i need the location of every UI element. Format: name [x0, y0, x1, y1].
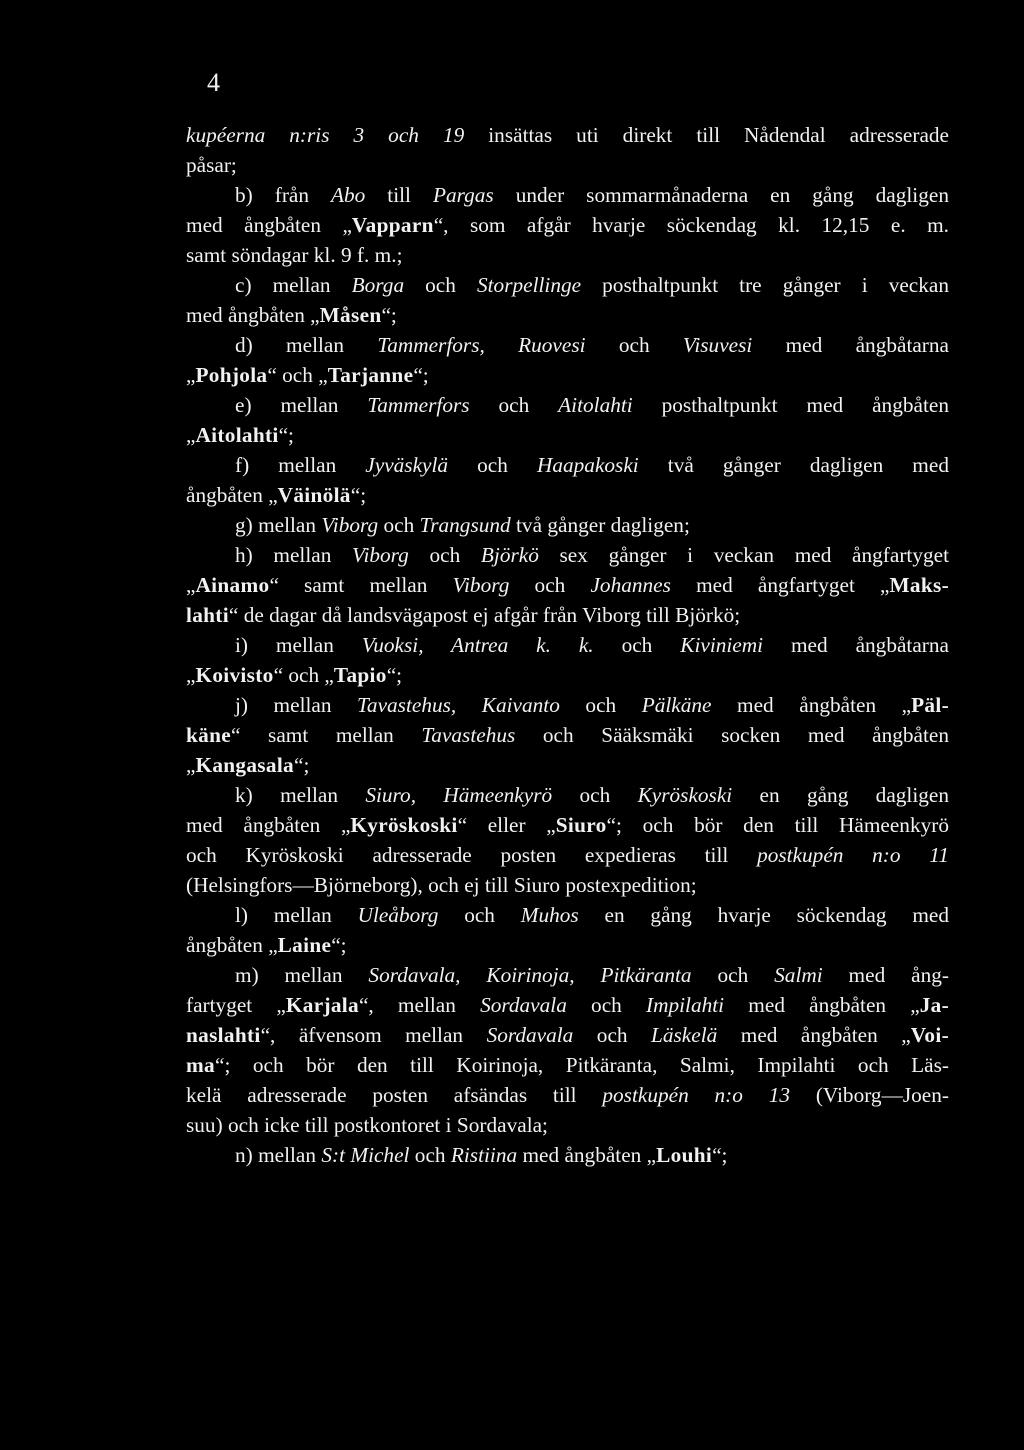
italic-text: Muhos — [520, 903, 579, 927]
vessel-name: Måsen — [319, 303, 382, 327]
italic-text: Visuvesi — [682, 333, 753, 357]
text-segment: “ samt mellan — [269, 573, 453, 597]
italic-text: Kyröskoski — [637, 783, 733, 807]
text-segment: med ångbåten „ — [517, 1143, 657, 1167]
text-segment: och — [559, 693, 642, 717]
text-segment: en gång hvarje söckendag med — [578, 903, 949, 927]
text-line — [186, 300, 949, 330]
text-segment: k) mellan — [235, 783, 366, 807]
italic-text: Johannes — [590, 573, 671, 597]
vessel-name: Siuro — [555, 813, 607, 837]
italic-text: Abo — [331, 183, 366, 207]
text-segment: en gång dagligen — [732, 783, 950, 807]
text-segment: j) mellan — [235, 693, 358, 717]
text-segment: “ och „ — [267, 363, 328, 387]
text-line — [186, 120, 949, 150]
italic-text: Sordavala — [486, 1023, 574, 1047]
body-text — [186, 120, 949, 1170]
text-segment: posthaltpunkt tre gånger i veckan — [581, 273, 949, 297]
text-segment: „ — [186, 753, 196, 777]
text-segment: “ de dagar då landsvägapost ej afgår från Viborg till Björkö; — [228, 603, 741, 627]
text-segment: posthaltpunkt med ångbåten — [632, 393, 949, 417]
italic-text: Siuro, Hämeenkyrö — [365, 783, 553, 807]
vessel-name: Aitolahti — [195, 423, 279, 447]
vessel-name: Voi- — [910, 1023, 949, 1047]
italic-text: Läskelä — [651, 1023, 718, 1047]
page-number: 4 — [207, 68, 220, 97]
text-segment: “; — [386, 663, 403, 687]
text-segment: “; och bör den till Koirinoja, Pitkäranta, Salmi, Impilahti och Läs- — [215, 1053, 949, 1077]
text-line — [186, 210, 949, 240]
text-segment: och — [438, 903, 521, 927]
text-segment: och — [566, 993, 647, 1017]
text-segment: och — [409, 1143, 451, 1167]
text-segment: med ångbåten „ — [724, 993, 920, 1017]
italic-text: Tavastehus — [421, 723, 516, 747]
text-line — [186, 150, 949, 180]
vessel-name: Vapparn — [351, 213, 434, 237]
italic-text: Viborg — [452, 573, 510, 597]
text-segment: och — [469, 393, 559, 417]
vessel-name: Kangasala — [195, 753, 295, 777]
text-segment: suu) och icke till postkontoret i Sordavala; — [186, 1113, 548, 1137]
text-line — [186, 420, 949, 450]
text-line — [186, 870, 949, 900]
italic-text: Ristiina — [450, 1143, 518, 1167]
text-segment: och — [408, 543, 481, 567]
text-line — [186, 510, 949, 540]
italic-text: Uleåborg — [357, 903, 439, 927]
text-segment: „ — [186, 363, 196, 387]
text-segment: l) mellan — [235, 903, 358, 927]
vessel-name: Louhi — [656, 1143, 713, 1167]
text-segment: två gånger dagligen; — [510, 513, 690, 537]
text-line — [186, 750, 949, 780]
text-segment: “, äfvensom mellan — [260, 1023, 487, 1047]
text-segment: och — [593, 633, 681, 657]
text-segment: och — [448, 453, 537, 477]
text-line — [186, 810, 949, 840]
text-segment: under sommarmånaderna en gång dagligen — [493, 183, 949, 207]
italic-text: Salmi — [774, 963, 823, 987]
text-segment: c) mellan — [235, 273, 352, 297]
text-segment: (Viborg—Joen- — [790, 1083, 950, 1107]
text-segment: med ångbåtarna — [763, 633, 949, 657]
text-segment: “; — [278, 423, 294, 447]
text-line — [186, 240, 949, 270]
text-segment: e) mellan — [235, 393, 368, 417]
text-line — [186, 840, 949, 870]
text-line — [186, 720, 949, 750]
text-segment: och — [573, 1023, 652, 1047]
vessel-name: Ainamo — [195, 573, 270, 597]
vessel-name: Maks- — [889, 573, 949, 597]
text-line — [186, 1020, 949, 1050]
vessel-name: Koivisto — [195, 663, 274, 687]
text-segment: sex gånger i veckan med ångfartyget — [538, 543, 949, 567]
italic-text: S:t Michel — [321, 1143, 410, 1167]
text-segment: “; och bör den till Hämeenkyrö — [606, 813, 949, 837]
italic-text: Jyväskylä — [365, 453, 449, 477]
italic-text: Viborg — [321, 513, 379, 537]
text-segment: “, mellan — [358, 993, 481, 1017]
text-segment: och Sääksmäki socken med ångbåten — [515, 723, 949, 747]
text-segment: “; — [350, 483, 367, 507]
italic-text: Storpellinge — [476, 273, 582, 297]
text-line — [186, 600, 949, 630]
text-segment: till — [365, 183, 433, 207]
text-segment: “; — [413, 363, 429, 387]
text-line — [186, 570, 949, 600]
text-segment: “ samt mellan — [231, 723, 422, 747]
italic-text: Viborg — [352, 543, 409, 567]
text-segment: i) mellan — [235, 633, 362, 657]
text-line — [186, 270, 949, 300]
text-segment: två gånger dagligen med — [638, 453, 949, 477]
text-line — [186, 1080, 949, 1110]
text-segment: med ångfartyget „ — [670, 573, 890, 597]
vessel-name: ma — [186, 1053, 215, 1077]
italic-text: Pargas — [432, 183, 494, 207]
text-segment: „ — [186, 663, 196, 687]
text-segment: med ångbåten „ — [186, 813, 351, 837]
italic-text: Tavastehus, Kaivanto — [357, 693, 560, 717]
text-segment: “; — [294, 753, 310, 777]
text-segment: och — [509, 573, 591, 597]
text-segment: med ångbåten „ — [711, 693, 912, 717]
text-line — [186, 450, 949, 480]
italic-text: Kiviniemi — [680, 633, 764, 657]
italic-text: Trangsund — [419, 513, 511, 537]
text-segment: och — [691, 963, 775, 987]
text-segment: påsar; — [186, 153, 237, 177]
text-segment: med ång- — [822, 963, 949, 987]
italic-text: Impilahti — [646, 993, 725, 1017]
text-segment: (Helsingfors—Björneborg), och ej till Siuro postexpedition; — [186, 873, 697, 897]
text-segment: “ och „ — [273, 663, 334, 687]
text-line — [186, 330, 949, 360]
italic-text: Borga — [351, 273, 405, 297]
text-segment: “; — [331, 933, 347, 957]
vessel-name: Väinölä — [277, 483, 351, 507]
text-segment: “, som afgår hvarje söckendag kl. 12,15 e. m. — [433, 213, 950, 237]
text-line — [186, 1110, 949, 1140]
text-line — [186, 1140, 949, 1170]
text-segment: och — [552, 783, 638, 807]
italic-text: postkupén n:o 11 — [757, 843, 950, 867]
italic-text: Sordavala — [480, 993, 567, 1017]
text-segment: med ångbåten „ — [186, 303, 320, 327]
vessel-name: käne — [186, 723, 231, 747]
text-segment: fartyget „ — [186, 993, 286, 1017]
text-segment: b) från — [235, 183, 331, 207]
vessel-name: Ja- — [919, 993, 949, 1017]
text-segment: g) mellan — [235, 513, 322, 537]
text-segment: f) mellan — [235, 453, 366, 477]
vessel-name: Tapio — [333, 663, 387, 687]
text-line — [186, 960, 949, 990]
italic-text: Tammerfors — [367, 393, 470, 417]
text-segment: “ eller „ — [457, 813, 556, 837]
text-segment: kelä adresserade posten afsändas till — [186, 1083, 603, 1107]
text-segment: h) mellan — [235, 543, 353, 567]
text-segment: „ — [186, 423, 196, 447]
italic-text: Pälkäne — [641, 693, 712, 717]
text-line — [186, 690, 949, 720]
vessel-name: Tarjanne — [327, 363, 414, 387]
text-segment: och Kyröskoski adresserade posten expedieras till — [186, 843, 758, 867]
vessel-name: naslahti — [186, 1023, 261, 1047]
text-segment: n) mellan — [235, 1143, 322, 1167]
text-line — [186, 360, 949, 390]
italic-text: Haapakoski — [536, 453, 639, 477]
vessel-name: lahti — [186, 603, 229, 627]
text-segment: och — [378, 513, 420, 537]
italic-text: postkupén n:o 13 — [602, 1083, 791, 1107]
vessel-name: Kyröskoski — [350, 813, 458, 837]
vessel-name: Laine — [277, 933, 332, 957]
vessel-name: Pohjola — [195, 363, 268, 387]
italic-text: kupéerna n:ris 3 och 19 — [186, 123, 465, 147]
vessel-name: Päl- — [911, 693, 949, 717]
vessel-name: Karjala — [285, 993, 359, 1017]
text-line — [186, 660, 949, 690]
text-line — [186, 780, 949, 810]
italic-text: Aitolahti — [558, 393, 633, 417]
text-segment: och — [404, 273, 477, 297]
text-line — [186, 1050, 949, 1080]
text-segment: med ångbåten „ — [717, 1023, 911, 1047]
text-line — [186, 540, 949, 570]
text-segment: och — [585, 333, 683, 357]
text-line — [186, 390, 949, 420]
italic-text: Vuoksi, Antrea k. k. — [361, 633, 594, 657]
text-line — [186, 180, 949, 210]
text-segment: insättas uti direkt till Nådendal adresserade — [464, 123, 949, 147]
text-segment: „ — [186, 573, 196, 597]
text-segment: samt söndagar kl. 9 f. m.; — [186, 243, 403, 267]
text-line — [186, 990, 949, 1020]
text-segment: m) mellan — [235, 963, 369, 987]
italic-text: Tammerfors, Ruovesi — [377, 333, 586, 357]
text-segment: ångbåten „ — [186, 483, 278, 507]
italic-text: Sordavala, Koirinoja, Pitkäranta — [368, 963, 692, 987]
text-line — [186, 480, 949, 510]
text-segment: d) mellan — [235, 333, 378, 357]
text-segment: med ångbåten „ — [186, 213, 352, 237]
text-segment: med ångbåtarna — [752, 333, 950, 357]
text-segment: “; — [712, 1143, 728, 1167]
text-line — [186, 900, 949, 930]
text-line — [186, 930, 949, 960]
text-segment: ångbåten „ — [186, 933, 278, 957]
text-segment: “; — [381, 303, 397, 327]
italic-text: Björkö — [480, 543, 539, 567]
text-line — [186, 630, 949, 660]
